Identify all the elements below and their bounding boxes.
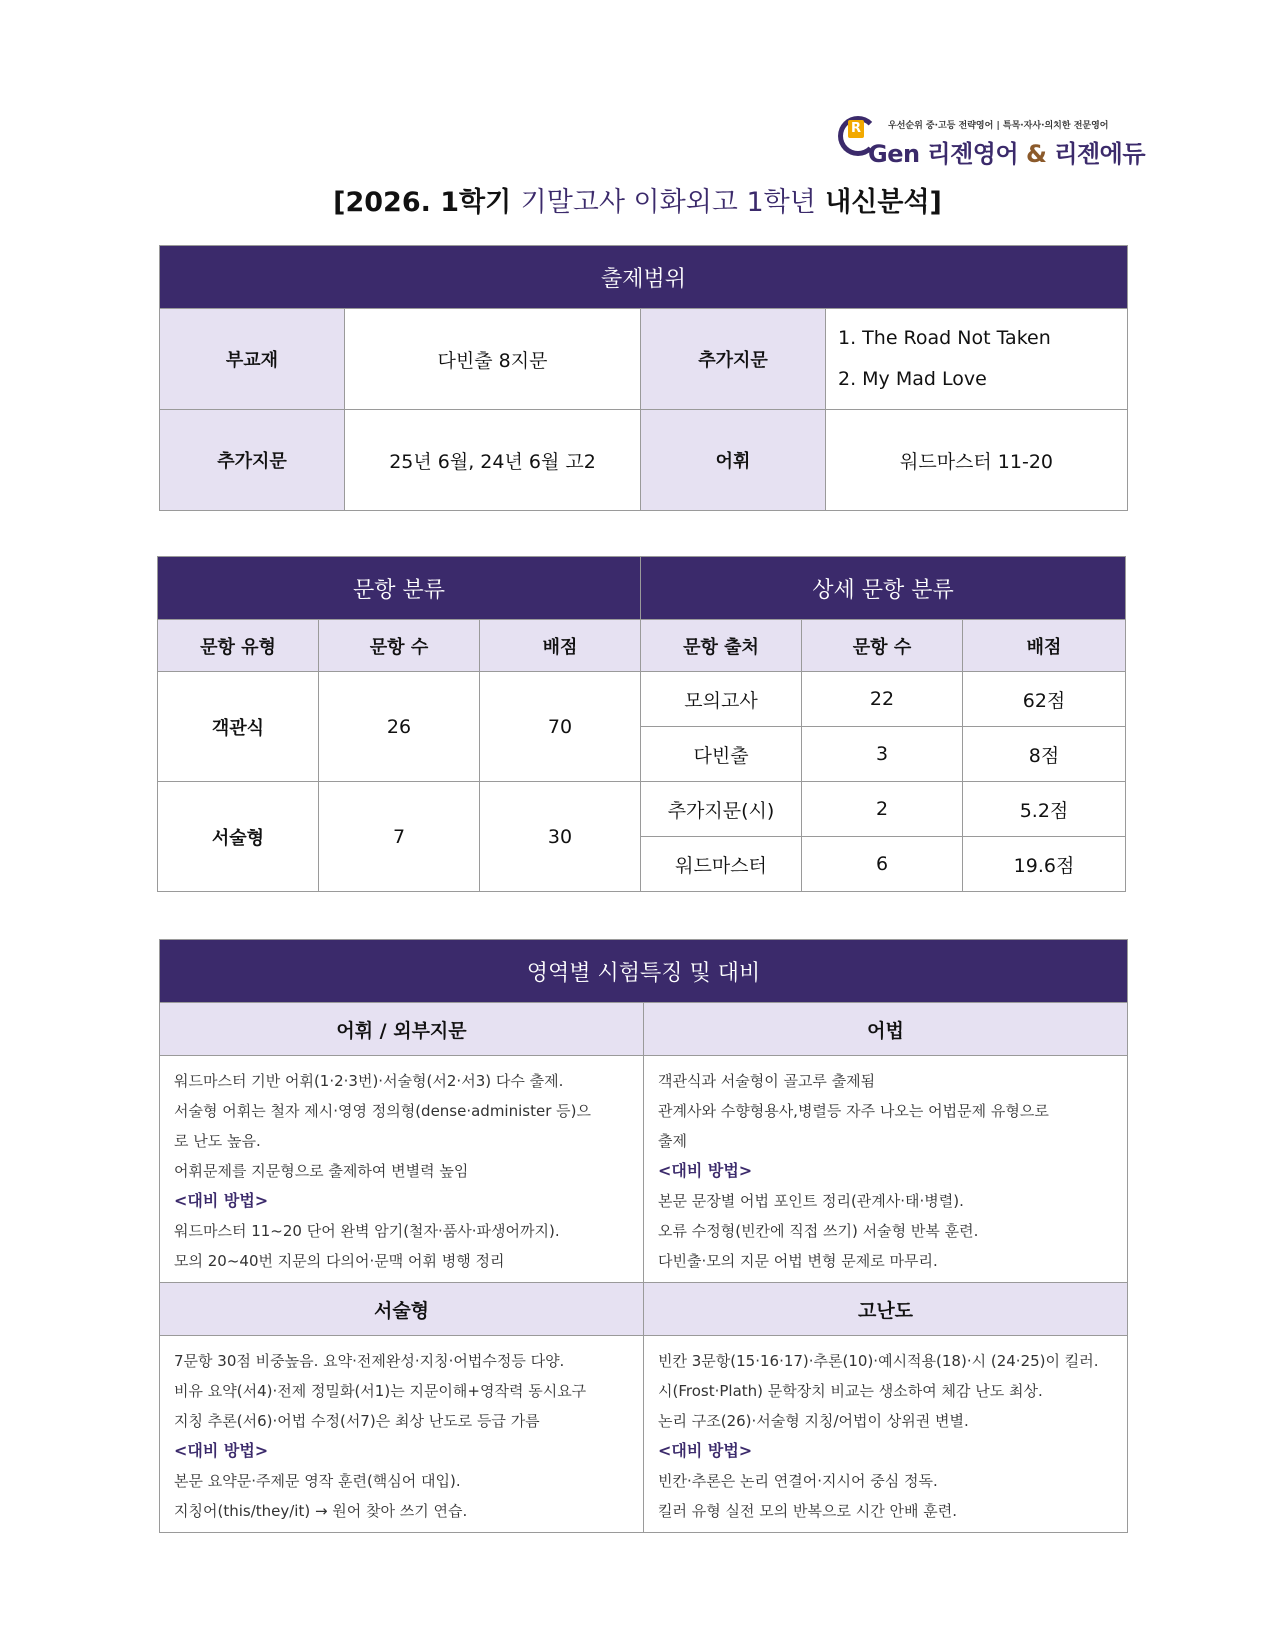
detail-count: 6 (802, 837, 963, 892)
title-suffix: 내신분석] (815, 187, 942, 218)
classification-header-right: 상세 문항 분류 (641, 557, 1126, 620)
question-count: 26 (319, 672, 480, 782)
column-header: 문항 수 (319, 620, 480, 672)
plan-line: 모의 20~40번 지문의 다의어·문맥 어휘 병행 정리 (174, 1252, 505, 1270)
scope-value: 25년 6월, 24년 6월 고2 (345, 410, 641, 511)
feature-line: 서술형 어휘는 철자 제시·영영 정의형(dense·administer 등)으 (174, 1102, 591, 1120)
plan-line: 지칭어(this/they/it) → 원어 찾아 쓰기 연습. (174, 1502, 468, 1520)
plan-line: 본문 문장별 어법 포인트 정리(관계사·태·병렬). (658, 1192, 964, 1210)
column-header: 문항 출처 (641, 620, 802, 672)
logo-brand (868, 134, 1145, 169)
scope-value: 다빈출 8지문 (345, 309, 641, 410)
plan-line: 본문 요약문·주제문 영작 훈련(핵심어 대입). (174, 1472, 461, 1490)
plan-line: 오류 수정형(빈칸에 직접 쓰기) 서술형 반복 훈련. (658, 1222, 979, 1240)
feature-line: 7문항 30점 비중높음. 요약·전제완성·지칭·어법수정등 다양. (174, 1352, 565, 1370)
scope-extra-item: 2. My Mad Love (838, 368, 987, 390)
feature-line: 빈칸 3문항(15·16·17)·추론(10)·예시적용(18)·시 (24·25)이 킬러. (658, 1352, 1099, 1370)
detail-source: 모의고사 (641, 672, 802, 727)
scope-label: 추가지문 (160, 410, 345, 511)
question-type: 서술형 (158, 782, 319, 892)
plan-line: 다빈출·모의 지문 어법 변형 문제로 마무리. (658, 1252, 938, 1270)
feature-line: 시(Frost·Plath) 문학장치 비교는 생소하여 체감 난도 최상. (658, 1382, 1043, 1400)
detail-score: 8점 (963, 727, 1126, 782)
section-body (160, 1056, 644, 1283)
scope-header: 출제범위 (160, 246, 1128, 309)
feature-line: 워드마스터 기반 어휘(1·2·3번)·서술형(서2·서3) 다수 출제. (174, 1072, 564, 1090)
plan-line: 워드마스터 11~20 단어 완벽 암기(철자·품사·파생어까지). (174, 1222, 560, 1240)
section-body (644, 1336, 1128, 1533)
feature-line: 관계사와 수향형용사,병렬등 자주 나오는 어법문제 유형으로 (658, 1102, 1049, 1120)
column-header: 배점 (480, 620, 641, 672)
question-type: 객관식 (158, 672, 319, 782)
plan-line: 빈칸·추론은 논리 연결어·지시어 중심 정독. (658, 1472, 938, 1490)
title-highlight: 기말고사 이화외고 1학년 (520, 187, 816, 218)
feature-line: 어휘문제를 지문형으로 출제하여 변별력 높임 (174, 1162, 469, 1180)
detail-score: 19.6점 (963, 837, 1126, 892)
feature-line: 로 난도 높음. (174, 1132, 261, 1150)
section-title: 어휘 / 외부지문 (160, 1003, 644, 1056)
logo-mark-letter: R (848, 120, 864, 138)
detail-score: 5.2점 (963, 782, 1126, 837)
feature-line: 객관식과 서술형이 골고루 출제됨 (658, 1072, 876, 1090)
brand-logo (838, 112, 1146, 168)
question-count: 7 (319, 782, 480, 892)
section-title: 서술형 (160, 1283, 644, 1336)
section-title: 어법 (644, 1003, 1128, 1056)
question-score: 70 (480, 672, 641, 782)
column-header: 문항 수 (802, 620, 963, 672)
question-score: 30 (480, 782, 641, 892)
scope-value: 워드마스터 11-20 (826, 410, 1128, 511)
column-header: 문항 유형 (158, 620, 319, 672)
plan-label: <대비 방법> (658, 1441, 753, 1460)
detail-count: 2 (802, 782, 963, 837)
classification-table (157, 556, 1126, 892)
section-body (160, 1336, 644, 1533)
logo-brand-right: 리젠에듀 (1054, 140, 1146, 168)
section-body (644, 1056, 1128, 1283)
feature-line: 출제 (658, 1132, 687, 1150)
feature-line: 논리 구조(26)·서술형 지칭/어법이 상위권 변별. (658, 1412, 969, 1430)
scope-table (159, 245, 1128, 511)
features-header: 영역별 시험특징 및 대비 (160, 940, 1128, 1003)
detail-score: 62점 (963, 672, 1126, 727)
title-prefix: [2026. 1학기 (333, 187, 521, 218)
logo-amp: & (1026, 140, 1047, 168)
feature-line: 지칭 추론(서6)·어법 수정(서7)은 최상 난도로 등급 가름 (174, 1412, 540, 1430)
scope-extra-list (826, 309, 1128, 410)
page-title (0, 180, 1275, 219)
plan-label: <대비 방법> (174, 1191, 269, 1210)
feature-line: 비유 요약(서4)·전제 정밀화(서1)는 지문이해+영작력 동시요구 (174, 1382, 587, 1400)
plan-line: 킬러 유형 실전 모의 반복으로 시간 안배 훈련. (658, 1502, 957, 1520)
plan-label: <대비 방법> (658, 1161, 753, 1180)
detail-count: 3 (802, 727, 963, 782)
section-title: 고난도 (644, 1283, 1128, 1336)
scope-extra-item: 1. The Road Not Taken (838, 327, 1051, 349)
scope-label: 부교재 (160, 309, 345, 410)
detail-source: 워드마스터 (641, 837, 802, 892)
detail-source: 추가지문(시) (641, 782, 802, 837)
detail-count: 22 (802, 672, 963, 727)
detail-source: 다빈출 (641, 727, 802, 782)
column-header: 배점 (963, 620, 1126, 672)
classification-header-left: 문항 분류 (158, 557, 641, 620)
scope-label: 추가지문 (641, 309, 826, 410)
scope-label: 어휘 (641, 410, 826, 511)
logo-tagline: 우선순위 중·고등 전략영어 | 특목·자사·의치한 전문영어 (888, 121, 1109, 131)
plan-label: <대비 방법> (174, 1441, 269, 1460)
features-table (159, 939, 1128, 1533)
logo-brand-left: Gen 리젠영어 (868, 140, 1019, 168)
